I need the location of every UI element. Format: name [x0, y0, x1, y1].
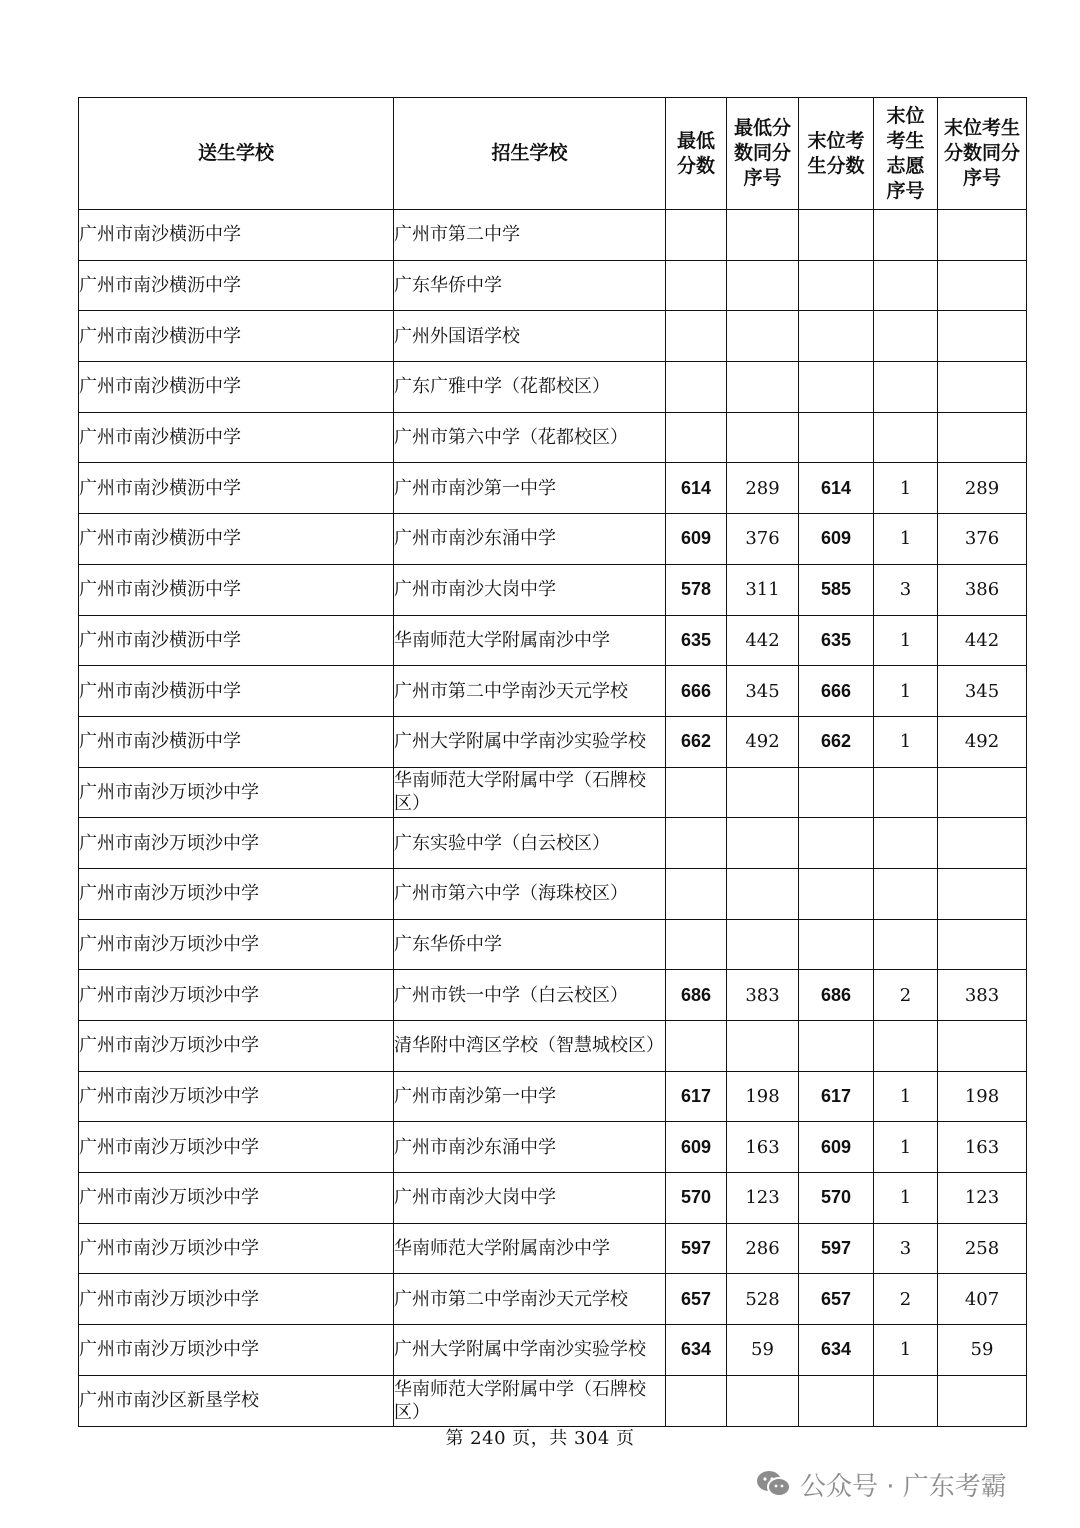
table-row [79, 818, 1027, 869]
last-score-cell: 662 [799, 716, 874, 767]
min-score-rank-cell: 528 [727, 1274, 799, 1325]
min-score-rank-cell [727, 1375, 799, 1426]
last-score-rank-cell [938, 818, 1027, 869]
min-score-cell [666, 818, 727, 869]
last-choice-no-cell: 1 [874, 615, 938, 666]
admitting-school-cell: 华南师范大学附属南沙中学 [394, 1223, 666, 1274]
min-score-cell [666, 767, 727, 818]
table-row [79, 210, 1027, 261]
last-score-cell [799, 868, 874, 919]
header-row [79, 98, 1027, 210]
min-score-rank-cell [727, 260, 799, 311]
min-score-rank-cell [727, 1021, 799, 1072]
wechat-icon [756, 1469, 792, 1499]
min-score-cell [666, 412, 727, 463]
min-score-rank-cell: 492 [727, 716, 799, 767]
last-score-cell: 609 [799, 514, 874, 565]
min-score-rank-cell: 123 [727, 1173, 799, 1224]
last-score-rank-cell: 442 [938, 615, 1027, 666]
table-row [79, 1173, 1027, 1224]
table-row [79, 260, 1027, 311]
admitting-school-cell: 广州市南沙大岗中学 [394, 1173, 666, 1224]
sending-school-cell: 广州市南沙万顷沙中学 [79, 1325, 394, 1376]
last-score-cell [799, 767, 874, 818]
sending-school-cell: 广州市南沙万顷沙中学 [79, 767, 394, 818]
table-row [79, 1021, 1027, 1072]
admitting-school-cell: 广州市第二中学南沙天元学校 [394, 1274, 666, 1325]
min-score-rank-cell [727, 412, 799, 463]
last-choice-no-cell [874, 260, 938, 311]
table-row [79, 970, 1027, 1021]
admitting-school-cell: 广州市第二中学 [394, 210, 666, 261]
last-choice-no-cell: 1 [874, 666, 938, 717]
table-row [79, 716, 1027, 767]
min-score-cell [666, 868, 727, 919]
last-score-rank-cell [938, 311, 1027, 362]
admitting-school-cell: 广州市南沙第一中学 [394, 463, 666, 514]
min-score-rank-cell: 442 [727, 615, 799, 666]
table-row [79, 564, 1027, 615]
admitting-school-cell: 广州大学附属中学南沙实验学校 [394, 1325, 666, 1376]
last-score-rank-cell: 59 [938, 1325, 1027, 1376]
last-score-rank-cell [938, 1375, 1027, 1426]
table-row [79, 514, 1027, 565]
last-score-rank-cell [938, 412, 1027, 463]
min-score-cell: 666 [666, 666, 727, 717]
min-score-cell: 662 [666, 716, 727, 767]
header-last-choice-no: 末位 考生 志愿 序号 [874, 98, 938, 210]
table-row [79, 362, 1027, 413]
min-score-rank-cell [727, 919, 799, 970]
min-score-cell: 657 [666, 1274, 727, 1325]
last-score-rank-cell [938, 210, 1027, 261]
last-score-cell [799, 412, 874, 463]
last-score-cell [799, 311, 874, 362]
table-row [79, 1223, 1027, 1274]
last-score-rank-cell: 123 [938, 1173, 1027, 1224]
sending-school-cell: 广州市南沙万顷沙中学 [79, 1274, 394, 1325]
last-choice-no-cell [874, 1375, 938, 1426]
admitting-school-cell: 华南师范大学附属中学（石牌校区） [394, 1375, 666, 1426]
last-score-rank-cell [938, 362, 1027, 413]
last-choice-no-cell: 2 [874, 970, 938, 1021]
last-score-cell: 634 [799, 1325, 874, 1376]
table-row [79, 412, 1027, 463]
last-score-cell: 614 [799, 463, 874, 514]
min-score-cell: 635 [666, 615, 727, 666]
last-score-cell: 570 [799, 1173, 874, 1224]
sending-school-cell: 广州市南沙横沥中学 [79, 514, 394, 565]
last-choice-no-cell: 1 [874, 716, 938, 767]
last-choice-no-cell [874, 412, 938, 463]
last-score-rank-cell: 163 [938, 1122, 1027, 1173]
min-score-rank-cell [727, 868, 799, 919]
min-score-rank-cell [727, 210, 799, 261]
last-score-cell [799, 362, 874, 413]
min-score-rank-cell: 289 [727, 463, 799, 514]
last-score-cell: 585 [799, 564, 874, 615]
min-score-cell: 570 [666, 1173, 727, 1224]
last-choice-no-cell [874, 868, 938, 919]
admitting-school-cell: 广东广雅中学（花都校区） [394, 362, 666, 413]
last-choice-no-cell: 1 [874, 1122, 938, 1173]
admitting-school-cell: 清华附中湾区学校（智慧城校区） [394, 1021, 666, 1072]
min-score-cell: 634 [666, 1325, 727, 1376]
sending-school-cell: 广州市南沙横沥中学 [79, 615, 394, 666]
sending-school-cell: 广州市南沙万顷沙中学 [79, 1071, 394, 1122]
admitting-school-cell: 广州市铁一中学（白云校区） [394, 970, 666, 1021]
last-choice-no-cell [874, 362, 938, 413]
last-score-cell: 686 [799, 970, 874, 1021]
sending-school-cell: 广州市南沙横沥中学 [79, 260, 394, 311]
last-score-cell [799, 919, 874, 970]
last-score-cell [799, 210, 874, 261]
table-row [79, 1325, 1027, 1376]
header-admitting-school: 招生学校 [394, 98, 666, 210]
sending-school-cell: 广州市南沙万顷沙中学 [79, 1173, 394, 1224]
min-score-rank-cell: 198 [727, 1071, 799, 1122]
min-score-cell: 609 [666, 514, 727, 565]
min-score-rank-cell: 286 [727, 1223, 799, 1274]
header-min-score-rank: 最低分 数同分 序号 [727, 98, 799, 210]
sending-school-cell: 广州市南沙横沥中学 [79, 412, 394, 463]
admitting-school-cell: 华南师范大学附属中学（石牌校区） [394, 767, 666, 818]
admitting-school-cell: 广州市南沙大岗中学 [394, 564, 666, 615]
table-row [79, 463, 1027, 514]
last-score-rank-cell: 492 [938, 716, 1027, 767]
last-choice-no-cell [874, 1021, 938, 1072]
min-score-rank-cell [727, 818, 799, 869]
admission-table [78, 97, 1027, 1427]
admitting-school-cell: 广州市南沙第一中学 [394, 1071, 666, 1122]
last-score-cell [799, 1021, 874, 1072]
last-score-cell: 657 [799, 1274, 874, 1325]
last-choice-no-cell [874, 210, 938, 261]
sending-school-cell: 广州市南沙横沥中学 [79, 311, 394, 362]
last-score-rank-cell: 198 [938, 1071, 1027, 1122]
last-choice-no-cell [874, 818, 938, 869]
sending-school-cell: 广州市南沙横沥中学 [79, 666, 394, 717]
last-choice-no-cell [874, 919, 938, 970]
min-score-rank-cell: 383 [727, 970, 799, 1021]
admitting-school-cell: 广东华侨中学 [394, 919, 666, 970]
sending-school-cell: 广州市南沙万顷沙中学 [79, 818, 394, 869]
last-score-rank-cell: 383 [938, 970, 1027, 1021]
header-last-score-rank: 末位考生 分数同分 序号 [938, 98, 1027, 210]
sending-school-cell: 广州市南沙横沥中学 [79, 362, 394, 413]
min-score-rank-cell: 311 [727, 564, 799, 615]
last-score-cell [799, 260, 874, 311]
min-score-cell [666, 1021, 727, 1072]
last-score-rank-cell [938, 767, 1027, 818]
last-score-rank-cell [938, 260, 1027, 311]
sending-school-cell: 广州市南沙横沥中学 [79, 210, 394, 261]
last-score-rank-cell: 386 [938, 564, 1027, 615]
sending-school-cell: 广州市南沙万顷沙中学 [79, 868, 394, 919]
header-sending-school: 送生学校 [79, 98, 394, 210]
last-score-rank-cell [938, 1021, 1027, 1072]
table-row [79, 615, 1027, 666]
table-row [79, 1122, 1027, 1173]
last-score-rank-cell: 345 [938, 666, 1027, 717]
min-score-rank-cell [727, 767, 799, 818]
last-choice-no-cell [874, 767, 938, 818]
page-footer: 第 240 页，共 304 页 [445, 1428, 635, 1449]
min-score-cell: 597 [666, 1223, 727, 1274]
last-choice-no-cell [874, 311, 938, 362]
sending-school-cell: 广州市南沙横沥中学 [79, 564, 394, 615]
admitting-school-cell: 广州市第二中学南沙天元学校 [394, 666, 666, 717]
table-row [79, 767, 1027, 818]
min-score-rank-cell [727, 311, 799, 362]
last-choice-no-cell: 2 [874, 1274, 938, 1325]
admitting-school-cell: 广州市南沙东涌中学 [394, 1122, 666, 1173]
table-row [79, 1274, 1027, 1325]
header-min-score: 最低 分数 [666, 98, 727, 210]
last-choice-no-cell: 3 [874, 564, 938, 615]
watermark [756, 1466, 1007, 1502]
table-row [79, 311, 1027, 362]
admitting-school-cell: 华南师范大学附属南沙中学 [394, 615, 666, 666]
admitting-school-cell: 广州外国语学校 [394, 311, 666, 362]
last-choice-no-cell: 1 [874, 463, 938, 514]
last-score-rank-cell: 407 [938, 1274, 1027, 1325]
sending-school-cell: 广州市南沙万顷沙中学 [79, 970, 394, 1021]
table-body [79, 210, 1027, 1427]
min-score-cell [666, 919, 727, 970]
last-score-cell: 609 [799, 1122, 874, 1173]
last-choice-no-cell: 3 [874, 1223, 938, 1274]
header-last-score: 末位考 生分数 [799, 98, 874, 210]
min-score-rank-cell [727, 362, 799, 413]
min-score-rank-cell: 345 [727, 666, 799, 717]
watermark-text: 公众号 · 广东考霸 [800, 1471, 1007, 1502]
min-score-cell: 578 [666, 564, 727, 615]
admitting-school-cell: 广州市第六中学（海珠校区） [394, 868, 666, 919]
last-choice-no-cell: 1 [874, 514, 938, 565]
sending-school-cell: 广州市南沙万顷沙中学 [79, 1021, 394, 1072]
min-score-cell [666, 210, 727, 261]
sending-school-cell: 广州市南沙万顷沙中学 [79, 919, 394, 970]
last-score-rank-cell: 289 [938, 463, 1027, 514]
last-score-cell [799, 1375, 874, 1426]
admitting-school-cell: 广东华侨中学 [394, 260, 666, 311]
last-choice-no-cell: 1 [874, 1071, 938, 1122]
last-choice-no-cell: 1 [874, 1325, 938, 1376]
table-row [79, 868, 1027, 919]
last-score-rank-cell: 376 [938, 514, 1027, 565]
min-score-cell [666, 260, 727, 311]
min-score-cell [666, 362, 727, 413]
min-score-cell: 609 [666, 1122, 727, 1173]
table-row [79, 1071, 1027, 1122]
sending-school-cell: 广州市南沙横沥中学 [79, 463, 394, 514]
min-score-cell: 614 [666, 463, 727, 514]
last-score-rank-cell [938, 868, 1027, 919]
min-score-rank-cell: 163 [727, 1122, 799, 1173]
last-score-cell: 666 [799, 666, 874, 717]
sending-school-cell: 广州市南沙区新垦学校 [79, 1375, 394, 1426]
min-score-cell [666, 311, 727, 362]
sending-school-cell: 广州市南沙万顷沙中学 [79, 1122, 394, 1173]
admitting-school-cell: 广州大学附属中学南沙实验学校 [394, 716, 666, 767]
last-score-rank-cell [938, 919, 1027, 970]
sending-school-cell: 广州市南沙万顷沙中学 [79, 1223, 394, 1274]
table-row [79, 1375, 1027, 1426]
min-score-cell [666, 1375, 727, 1426]
min-score-rank-cell: 59 [727, 1325, 799, 1376]
last-choice-no-cell: 1 [874, 1173, 938, 1224]
min-score-rank-cell: 376 [727, 514, 799, 565]
admitting-school-cell: 广州市南沙东涌中学 [394, 514, 666, 565]
min-score-cell: 617 [666, 1071, 727, 1122]
last-score-cell: 635 [799, 615, 874, 666]
admitting-school-cell: 广州市第六中学（花都校区） [394, 412, 666, 463]
last-score-cell: 617 [799, 1071, 874, 1122]
last-score-cell: 597 [799, 1223, 874, 1274]
min-score-cell: 686 [666, 970, 727, 1021]
sending-school-cell: 广州市南沙横沥中学 [79, 716, 394, 767]
last-score-rank-cell: 258 [938, 1223, 1027, 1274]
table-row [79, 666, 1027, 717]
table-row [79, 919, 1027, 970]
admitting-school-cell: 广东实验中学（白云校区） [394, 818, 666, 869]
last-score-cell [799, 818, 874, 869]
